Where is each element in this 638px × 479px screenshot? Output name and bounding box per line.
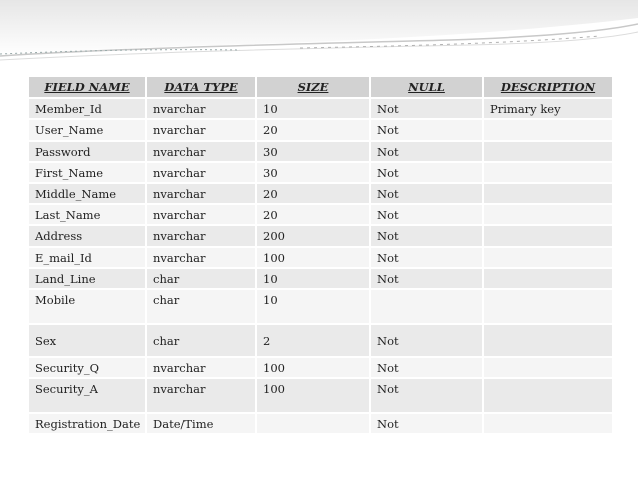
description-cell [483,141,613,162]
field-name-cell: Middle_Name [28,183,146,204]
table-row [28,268,613,289]
description-cell [483,119,613,141]
data-type-cell: nvarchar [146,378,256,413]
size-cell: 10 [256,98,370,119]
size-cell: 10 [256,289,370,324]
size-cell: 100 [256,378,370,413]
table-row [28,162,613,183]
null-cell: Not [370,378,483,413]
size-cell: 20 [256,183,370,204]
field-name-cell: Sex [28,324,146,357]
null-cell: Not [370,119,483,141]
description-cell [483,357,613,378]
description-cell [483,413,613,434]
data-type-cell: nvarchar [146,225,256,247]
description-cell [483,225,613,247]
table-row [28,247,613,268]
null-cell: Not [370,204,483,225]
table-row [28,378,613,413]
field-table-container [27,75,612,435]
table-header-row [28,76,613,98]
table-row [28,119,613,141]
description-cell [483,289,613,324]
size-cell: 100 [256,247,370,268]
field-name-cell: Address [28,225,146,247]
field-name-cell: Last_Name [28,204,146,225]
header-size: SIZE [256,76,370,98]
field-name-cell: Security_A [28,378,146,413]
data-type-cell: nvarchar [146,357,256,378]
description-cell [483,268,613,289]
size-cell: 20 [256,204,370,225]
data-type-cell: nvarchar [146,162,256,183]
field-name-cell: Security_Q [28,357,146,378]
table-body [28,98,613,434]
table-row [28,289,613,324]
null-cell: Not [370,413,483,434]
size-cell: 10 [256,268,370,289]
null-cell: Not [370,98,483,119]
null-cell: Not [370,225,483,247]
header-null: NULL [370,76,483,98]
table-row [28,141,613,162]
null-cell: Not [370,357,483,378]
null-cell: Not [370,183,483,204]
size-cell [256,413,370,434]
data-type-cell: char [146,289,256,324]
size-cell: 100 [256,357,370,378]
null-cell: Not [370,324,483,357]
description-cell [483,204,613,225]
table-row [28,98,613,119]
description-cell [483,324,613,357]
data-type-cell: nvarchar [146,204,256,225]
data-type-cell: char [146,324,256,357]
null-cell: Not [370,268,483,289]
description-cell [483,378,613,413]
size-cell: 30 [256,141,370,162]
field-name-cell: Mobile [28,289,146,324]
table-row [28,413,613,434]
field-name-cell: Password [28,141,146,162]
data-type-cell: nvarchar [146,119,256,141]
description-cell: Primary key [483,98,613,119]
table-row [28,324,613,357]
data-type-cell: nvarchar [146,183,256,204]
null-cell: Not [370,162,483,183]
field-name-cell: First_Name [28,162,146,183]
description-cell [483,162,613,183]
null-cell [370,289,483,324]
size-cell: 30 [256,162,370,183]
data-type-cell: nvarchar [146,98,256,119]
description-cell [483,247,613,268]
size-cell: 20 [256,119,370,141]
data-type-cell: nvarchar [146,141,256,162]
null-cell: Not [370,247,483,268]
table-row [28,225,613,247]
description-cell [483,183,613,204]
field-table [27,75,614,435]
null-cell: Not [370,141,483,162]
data-type-cell: char [146,268,256,289]
header-field-name: FIELD NAME [28,76,146,98]
data-type-cell: nvarchar [146,247,256,268]
size-cell: 2 [256,324,370,357]
field-name-cell: User_Name [28,119,146,141]
header-data-type: DATA TYPE [146,76,256,98]
table-row [28,357,613,378]
size-cell: 200 [256,225,370,247]
field-name-cell: Member_Id [28,98,146,119]
header-description: DESCRIPTION [483,76,613,98]
table-row [28,204,613,225]
field-name-cell: Land_Line [28,268,146,289]
data-type-cell: Date/Time [146,413,256,434]
decorative-banner [0,0,638,70]
field-name-cell: E_mail_Id [28,247,146,268]
table-row [28,183,613,204]
field-name-cell: Registration_Date [28,413,146,434]
